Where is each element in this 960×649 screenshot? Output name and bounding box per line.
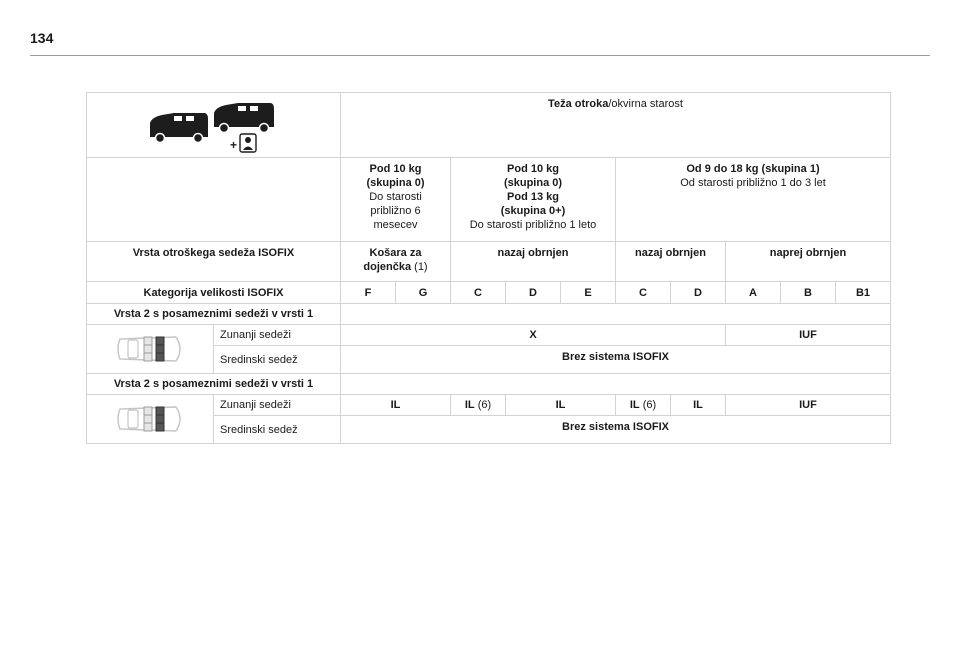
weight-header-cell	[341, 93, 891, 158]
group-0plus-line: (skupina 0+)	[500, 205, 566, 217]
section2-il2-note: (6)	[474, 399, 492, 411]
carrycot-note: (1)	[411, 261, 428, 273]
section2-il4-note: (6)	[639, 399, 657, 411]
page-number: 134	[30, 30, 54, 46]
section1-outer-row	[87, 325, 891, 346]
section1-outer-label: Zunanji sedeži	[214, 325, 341, 346]
group-0plus-line: Pod 13 kg	[507, 191, 559, 203]
size-class-value: D	[506, 282, 561, 304]
section2-il2: IL	[464, 399, 475, 411]
forward-facing: naprej obrnjen	[726, 242, 891, 282]
section2-il-note-cell	[451, 395, 506, 416]
group-1-cell	[616, 158, 891, 242]
group-0-line: Pod 10 kg	[369, 163, 422, 175]
section2-title-empty	[341, 374, 891, 395]
child-seat-icon	[240, 134, 256, 152]
seat-type-label: Vrsta otroškega sedeža ISOFIX	[87, 242, 341, 282]
van-right-icon	[214, 103, 274, 133]
section2-il-cell: IL	[506, 395, 616, 416]
section1-center-value: Brez sistema ISOFIX	[341, 346, 891, 374]
size-class-value: D	[671, 282, 726, 304]
section2-seatmap-cell	[87, 395, 214, 444]
weight-header-rest: /okvirna starost	[608, 98, 683, 110]
group-0-line: mesecev	[373, 219, 418, 231]
isofix-table	[86, 92, 891, 444]
size-class-value: B1	[836, 282, 891, 304]
section2-il-cell: IL	[341, 395, 451, 416]
seat-layout-icon	[114, 401, 186, 437]
group-0plus-line: Pod 10 kg	[507, 163, 559, 175]
plus-icon: +	[229, 138, 237, 152]
size-class-value: C	[616, 282, 671, 304]
section2-il-cell: IL	[671, 395, 726, 416]
seat-type-row	[87, 242, 891, 282]
rear-facing-2: nazaj obrnjen	[616, 242, 726, 282]
size-class-row	[87, 282, 891, 304]
section1-center-label: Sredinski sedež	[214, 346, 341, 374]
group-0-line: (skupina 0)	[366, 177, 425, 189]
size-class-value: G	[396, 282, 451, 304]
groups-empty-cell	[87, 158, 341, 242]
section2-title: Vrsta 2 s posameznimi sedeži v vrsti 1	[87, 374, 341, 395]
groups-row	[87, 158, 891, 242]
header-rule	[30, 55, 930, 56]
rear-facing-1: nazaj obrnjen	[451, 242, 616, 282]
group-0-line: Do starosti	[369, 191, 422, 203]
section1-title-empty	[341, 304, 891, 325]
size-class-value: F	[341, 282, 396, 304]
van-left-icon	[150, 113, 208, 143]
vehicle-icon-cell	[87, 93, 341, 158]
carrycot-line1: Košara za	[369, 247, 422, 259]
section1-title-row	[87, 304, 891, 325]
section2-il4: IL	[629, 399, 640, 411]
size-class-value: C	[451, 282, 506, 304]
group-0plus-line: (skupina 0)	[503, 177, 563, 189]
group-1-line: Od 9 do 18 kg (skupina 1)	[686, 163, 820, 175]
vehicle-icons	[144, 97, 284, 153]
section2-title-row	[87, 374, 891, 395]
section1-seatmap-cell	[87, 325, 214, 374]
section1-title: Vrsta 2 s posameznimi sedeži v vrsti 1	[87, 304, 341, 325]
header-row	[87, 93, 891, 158]
size-class-value: A	[726, 282, 781, 304]
group-1-line: Od starosti približno 1 do 3 let	[680, 177, 826, 189]
group-0-cell	[341, 158, 451, 242]
weight-header-bold: Teža otroka	[548, 98, 609, 110]
section2-outer-iuf: IUF	[726, 395, 891, 416]
group-0plus-cell	[451, 158, 616, 242]
carrycot-line2: dojenčka	[363, 261, 412, 273]
carrycot-cell	[341, 242, 451, 282]
group-0-line: približno 6	[370, 205, 421, 217]
section1-outer-iuf: IUF	[726, 325, 891, 346]
section1-outer-x: X	[341, 325, 726, 346]
group-0plus-line: Do starosti približno 1 leto	[469, 219, 597, 231]
section2-outer-row	[87, 395, 891, 416]
section2-il-note-cell	[616, 395, 671, 416]
section2-center-value: Brez sistema ISOFIX	[341, 416, 891, 444]
size-class-value: E	[561, 282, 616, 304]
section2-outer-label: Zunanji sedeži	[214, 395, 341, 416]
size-class-value: B	[781, 282, 836, 304]
seat-layout-icon	[114, 331, 186, 367]
size-class-label: Kategorija velikosti ISOFIX	[87, 282, 341, 304]
section2-center-label: Sredinski sedež	[214, 416, 341, 444]
